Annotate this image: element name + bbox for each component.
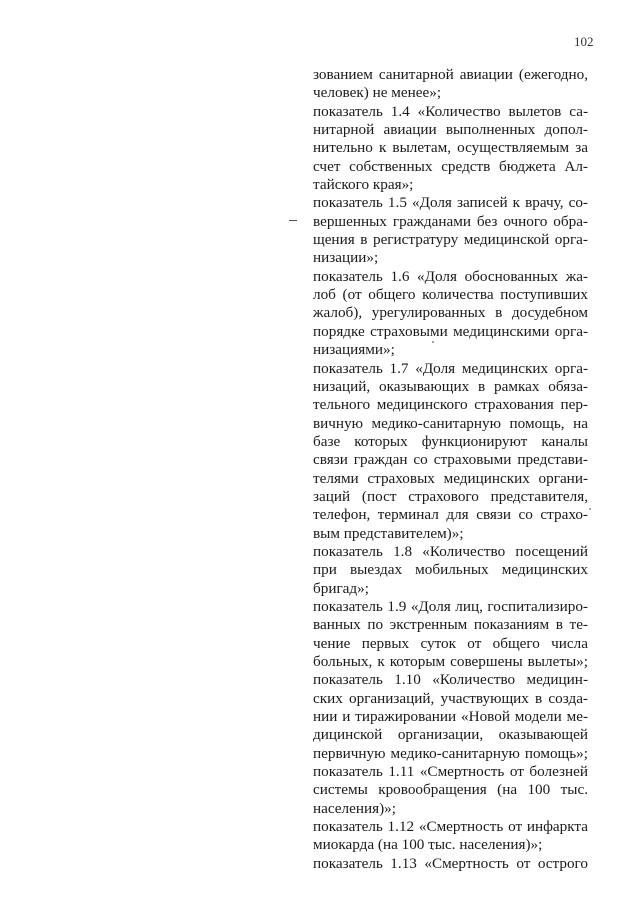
- text-line: низаций, оказывающих в рамках обяза-: [313, 377, 588, 395]
- text-line: показатель 1.12 «Смертность от инфаркта: [313, 818, 588, 836]
- text-line: низации»;: [313, 249, 379, 267]
- text-line: нии и тиражировании «Новой модели ме-: [313, 708, 588, 726]
- text-line: системы кровообращения (на 100 тыс.: [313, 781, 588, 799]
- text-line: показатель 1.10 «Количество медицин-: [313, 671, 588, 689]
- text-line: при выездах мобильных медицинских: [313, 561, 588, 579]
- text-line: тельного медицинского страхования пер-: [313, 396, 588, 414]
- text-line: ванных по экстренным показаниям в те-: [313, 616, 588, 634]
- text-line: населения)»;: [313, 799, 396, 817]
- text-line: первичную медико-санитарную помощь»;: [313, 744, 588, 762]
- text-line: человек) не менее»;: [313, 84, 442, 102]
- text-line: зованием санитарной авиации (ежегодно,: [313, 66, 588, 83]
- text-line: ских организаций, участвующих в созда-: [313, 689, 588, 707]
- text-line: телефон, терминал для связи со страхо-: [313, 506, 588, 524]
- text-line: показатель 1.8 «Количество посещений: [313, 542, 588, 560]
- text-line: базе которых функционируют каналы: [313, 432, 588, 450]
- text-line: заций (пост страхового представителя,: [313, 487, 588, 505]
- text-line: щения в регистратуру медицинской орга-: [313, 231, 588, 249]
- text-line: бригад»;: [313, 579, 369, 597]
- text-line: показатель 1.7 «Доля медицинских орга-: [313, 359, 588, 377]
- text-line: показатель 1.4 «Количество вылетов са-: [313, 102, 588, 120]
- text-line: показатель 1.13 «Смертность от острого: [313, 854, 588, 872]
- text-line: больных, к которым совершены вылеты»;: [313, 653, 588, 670]
- scan-speck: [589, 508, 591, 510]
- text-line: чение первых суток от общего числа: [313, 634, 588, 652]
- text-line: тайского края»;: [313, 176, 414, 194]
- text-line: нительно к вылетам, осуществляемым за: [313, 139, 588, 157]
- text-line: телями страховых медицинских органи-: [313, 469, 588, 487]
- text-line: показатель 1.6 «Доля обоснованных жа-: [313, 267, 588, 285]
- text-line: счет собственных средств бюджета Ал-: [313, 157, 588, 175]
- text-line: порядке страховыми медицинскими орга-: [313, 322, 588, 340]
- text-line: дицинской организации, оказывающей: [313, 726, 588, 744]
- page-number: 102: [574, 34, 594, 49]
- text-line: связи граждан со страховыми представи-: [313, 451, 588, 469]
- text-line: низациями»;: [313, 341, 395, 359]
- body-text: [313, 66, 588, 873]
- text-line: показатель 1.11 «Смертность от болезней: [313, 763, 588, 781]
- text-line: показатель 1.5 «Доля записей к врачу, со-: [313, 194, 588, 212]
- text-line: миокарда (на 100 тыс. населения)»;: [313, 836, 543, 854]
- text-line: вым представителем)»;: [313, 524, 464, 542]
- text-line: нитарной авиации выполненных допол-: [313, 121, 588, 139]
- margin-mark: [289, 220, 297, 221]
- text-line: показатель 1.9 «Доля лиц, госпитализиро-: [313, 597, 588, 615]
- text-line: вершенных гражданами без очного обра-: [313, 212, 588, 230]
- text-line: лоб (от общего количества поступивших: [313, 286, 588, 304]
- text-line: жалоб), урегулированных в досудебном: [313, 304, 588, 322]
- text-line: вичную медико-санитарную помощь, на: [313, 414, 588, 432]
